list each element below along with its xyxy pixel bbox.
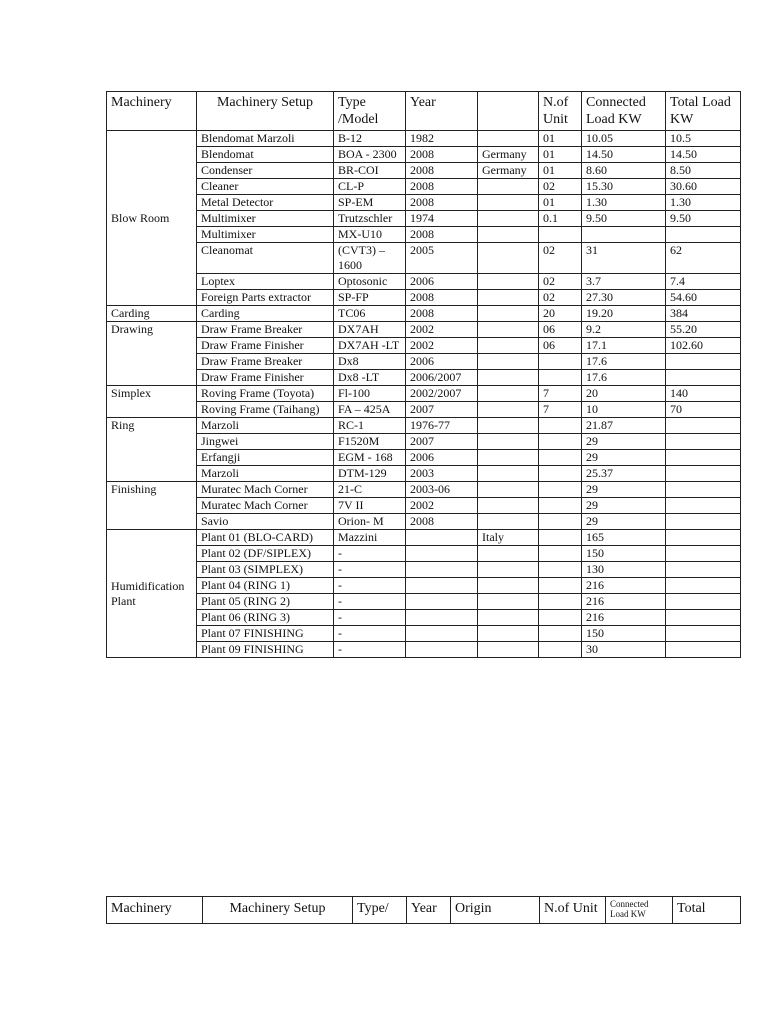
cell-year <box>406 546 478 562</box>
cell-origin: Italy <box>478 530 539 546</box>
cell-units <box>539 578 582 594</box>
cell-total <box>666 418 741 434</box>
cell-origin <box>478 434 539 450</box>
cell-year: 2008 <box>406 227 478 243</box>
cell-origin <box>478 195 539 211</box>
cell-year: 1976-77 <box>406 418 478 434</box>
cell-connected: 14.50 <box>582 147 666 163</box>
cell-total <box>666 594 741 610</box>
cell-total: 55.20 <box>666 322 741 338</box>
cell-total <box>666 370 741 386</box>
cell-setup: Condenser <box>197 163 334 179</box>
cell-setup: Draw Frame Breaker <box>197 322 334 338</box>
cell-units <box>539 227 582 243</box>
machinery-table-continued <box>106 896 741 924</box>
cell-units <box>539 562 582 578</box>
cell-setup: Multimixer <box>197 227 334 243</box>
cell-connected: 25.37 <box>582 466 666 482</box>
cell-connected: 130 <box>582 562 666 578</box>
table-row <box>107 274 741 290</box>
header-cell: Type /Model <box>334 92 406 131</box>
header-cell: Origin <box>451 897 540 924</box>
cell-origin <box>478 498 539 514</box>
table-row <box>107 578 741 594</box>
header-cell: Year <box>406 92 478 131</box>
cell-model: Dx8 -LT <box>334 370 406 386</box>
table-row <box>107 530 741 546</box>
header-cell: Total Load KW <box>666 92 741 131</box>
cell-connected: 29 <box>582 514 666 530</box>
cell-year: 2008 <box>406 290 478 306</box>
cell-origin <box>478 514 539 530</box>
cell-origin <box>478 211 539 227</box>
table-row <box>107 466 741 482</box>
cell-model: FA – 425A <box>334 402 406 418</box>
cell-connected: 1.30 <box>582 195 666 211</box>
cell-units <box>539 482 582 498</box>
cell-year: 2008 <box>406 147 478 163</box>
table-row <box>107 434 741 450</box>
cell-model: BR-COI <box>334 163 406 179</box>
table-row <box>107 594 741 610</box>
cell-connected: 216 <box>582 594 666 610</box>
cell-units: 7 <box>539 402 582 418</box>
cell-year: 2006 <box>406 274 478 290</box>
cell-total <box>666 466 741 482</box>
cell-units <box>539 354 582 370</box>
table-header-row <box>107 92 741 131</box>
cell-setup: Muratec Mach Corner <box>197 482 334 498</box>
cell-connected: 20 <box>582 386 666 402</box>
cell-connected: 150 <box>582 546 666 562</box>
cell-connected: 29 <box>582 450 666 466</box>
cell-setup: Plant 02 (DF/SIPLEX) <box>197 546 334 562</box>
cell-setup: Marzoli <box>197 466 334 482</box>
cell-model: BOA - 2300 <box>334 147 406 163</box>
cell-total <box>666 434 741 450</box>
cell-connected: 9.50 <box>582 211 666 227</box>
cell-units: 06 <box>539 322 582 338</box>
cell-model: SP-EM <box>334 195 406 211</box>
cell-units <box>539 434 582 450</box>
cell-year: 2008 <box>406 195 478 211</box>
cell-setup: Roving Frame (Taihang) <box>197 402 334 418</box>
cell-setup: Loptex <box>197 274 334 290</box>
machinery-group-cell: Carding <box>107 306 197 322</box>
cell-origin <box>478 402 539 418</box>
cell-model: Dx8 <box>334 354 406 370</box>
table-row <box>107 482 741 498</box>
cell-connected: 17.6 <box>582 354 666 370</box>
cell-total <box>666 514 741 530</box>
cell-total <box>666 498 741 514</box>
cell-model: Orion- M <box>334 514 406 530</box>
cell-origin <box>478 450 539 466</box>
cell-setup: Plant 07 FINISHING <box>197 626 334 642</box>
cell-origin <box>478 370 539 386</box>
cell-units <box>539 514 582 530</box>
cell-units <box>539 418 582 434</box>
cell-year: 2008 <box>406 306 478 322</box>
cell-origin <box>478 274 539 290</box>
header-cell: N.of Unit <box>539 92 582 131</box>
machinery-table-body <box>107 92 741 658</box>
cell-origin <box>478 243 539 274</box>
table-row <box>107 626 741 642</box>
cell-connected: 19.20 <box>582 306 666 322</box>
cell-connected: 29 <box>582 434 666 450</box>
cell-units: 20 <box>539 306 582 322</box>
cell-year: 2002 <box>406 322 478 338</box>
header-cell: Connected Load KW <box>606 897 673 924</box>
table-row <box>107 610 741 626</box>
cell-year <box>406 626 478 642</box>
cell-model: - <box>334 578 406 594</box>
table-row <box>107 322 741 338</box>
cell-setup: Blendomat <box>197 147 334 163</box>
cell-year: 2006/2007 <box>406 370 478 386</box>
cell-total: 102.60 <box>666 338 741 354</box>
cell-total <box>666 227 741 243</box>
cell-total <box>666 482 741 498</box>
cell-connected: 15.30 <box>582 179 666 195</box>
cell-setup: Jingwei <box>197 434 334 450</box>
cell-setup: Blendomat Marzoli <box>197 131 334 147</box>
cell-year <box>406 610 478 626</box>
table-row <box>107 546 741 562</box>
cell-year: 2008 <box>406 179 478 195</box>
machinery-group-cell: Blow Room <box>107 131 197 306</box>
cell-units: 01 <box>539 147 582 163</box>
cell-connected: 9.2 <box>582 322 666 338</box>
cell-setup: Plant 04 (RING 1) <box>197 578 334 594</box>
cell-setup: Cleanomat <box>197 243 334 274</box>
cell-units: 02 <box>539 179 582 195</box>
table-row <box>107 370 741 386</box>
cell-total <box>666 642 741 658</box>
cell-connected: 3.7 <box>582 274 666 290</box>
table-row <box>107 354 741 370</box>
cell-units <box>539 594 582 610</box>
cell-units <box>539 466 582 482</box>
cell-year: 2008 <box>406 514 478 530</box>
cell-origin <box>478 290 539 306</box>
cell-connected: 29 <box>582 498 666 514</box>
cell-units <box>539 498 582 514</box>
table-row <box>107 243 741 274</box>
cell-units <box>539 626 582 642</box>
cell-model: DX7AH <box>334 322 406 338</box>
cell-origin <box>478 354 539 370</box>
cell-model: F1520M <box>334 434 406 450</box>
cell-connected: 8.60 <box>582 163 666 179</box>
header-cell: Connected Load KW <box>582 92 666 131</box>
table-row <box>107 514 741 530</box>
cell-year: 2007 <box>406 434 478 450</box>
cell-year: 2007 <box>406 402 478 418</box>
cell-origin <box>478 546 539 562</box>
cell-setup: Plant 03 (SIMPLEX) <box>197 562 334 578</box>
cell-model: - <box>334 594 406 610</box>
cell-total <box>666 546 741 562</box>
cell-origin <box>478 482 539 498</box>
cell-connected: 31 <box>582 243 666 274</box>
header-cell: Machinery <box>107 897 203 924</box>
cell-model: CL-P <box>334 179 406 195</box>
cell-connected: 17.6 <box>582 370 666 386</box>
cell-total: 8.50 <box>666 163 741 179</box>
cell-model: - <box>334 562 406 578</box>
cell-connected: 21.87 <box>582 418 666 434</box>
cell-total: 140 <box>666 386 741 402</box>
machinery-group-cell: Ring <box>107 418 197 482</box>
cell-model: Fl-100 <box>334 386 406 402</box>
cell-connected: 10 <box>582 402 666 418</box>
cell-year <box>406 642 478 658</box>
cell-setup: Muratec Mach Corner <box>197 498 334 514</box>
header-cell: N.of Unit <box>540 897 606 924</box>
cell-total <box>666 562 741 578</box>
machinery-group-cell: Humidification Plant <box>107 530 197 658</box>
cell-setup: Plant 09 FINISHING <box>197 642 334 658</box>
cell-year: 2008 <box>406 163 478 179</box>
table-row <box>107 642 741 658</box>
cell-year: 2005 <box>406 243 478 274</box>
cell-year: 1974 <box>406 211 478 227</box>
header-cell: Total <box>673 897 741 924</box>
cell-units: 7 <box>539 386 582 402</box>
cell-units <box>539 450 582 466</box>
cell-setup: Plant 06 (RING 3) <box>197 610 334 626</box>
cell-year: 2006 <box>406 450 478 466</box>
cell-total <box>666 450 741 466</box>
table-row <box>107 562 741 578</box>
cell-setup: Marzoli <box>197 418 334 434</box>
cell-units <box>539 610 582 626</box>
header-cell: Machinery Setup <box>203 897 353 924</box>
cell-model: B-12 <box>334 131 406 147</box>
cell-total: 7.4 <box>666 274 741 290</box>
header-cell: Machinery <box>107 92 197 131</box>
cell-setup: Draw Frame Breaker <box>197 354 334 370</box>
cell-units: 06 <box>539 338 582 354</box>
cell-origin <box>478 642 539 658</box>
table-row <box>107 290 741 306</box>
cell-model: Trutzschler <box>334 211 406 227</box>
cell-year <box>406 530 478 546</box>
cell-year: 2002/2007 <box>406 386 478 402</box>
cell-units <box>539 546 582 562</box>
cell-model: 21-C <box>334 482 406 498</box>
cell-units <box>539 530 582 546</box>
cell-units: 0.1 <box>539 211 582 227</box>
cell-total: 70 <box>666 402 741 418</box>
header-cell: Year <box>407 897 451 924</box>
cell-connected: 30 <box>582 642 666 658</box>
cell-origin <box>478 418 539 434</box>
cell-setup: Plant 05 (RING 2) <box>197 594 334 610</box>
cell-model: - <box>334 546 406 562</box>
table-row <box>107 131 741 147</box>
table-row <box>107 163 741 179</box>
cell-model: (CVT3) – 1600 <box>334 243 406 274</box>
cell-origin: Germany <box>478 147 539 163</box>
cell-origin <box>478 594 539 610</box>
cell-setup: Draw Frame Finisher <box>197 370 334 386</box>
cell-units: 01 <box>539 131 582 147</box>
cell-model: Mazzini <box>334 530 406 546</box>
cell-year <box>406 594 478 610</box>
cell-setup: Savio <box>197 514 334 530</box>
cell-units: 02 <box>539 274 582 290</box>
cell-origin <box>478 131 539 147</box>
cell-setup: Roving Frame (Toyota) <box>197 386 334 402</box>
cell-model: 7V II <box>334 498 406 514</box>
cell-model: - <box>334 642 406 658</box>
cell-origin <box>478 179 539 195</box>
cell-total: 62 <box>666 243 741 274</box>
cell-model: - <box>334 626 406 642</box>
table-row <box>107 450 741 466</box>
cell-connected: 27.30 <box>582 290 666 306</box>
cell-origin <box>478 227 539 243</box>
cell-setup: Plant 01 (BLO-CARD) <box>197 530 334 546</box>
cell-year: 2003 <box>406 466 478 482</box>
cell-total: 9.50 <box>666 211 741 227</box>
cell-setup: Draw Frame Finisher <box>197 338 334 354</box>
table-header-row <box>107 897 741 924</box>
cell-connected: 29 <box>582 482 666 498</box>
table-row <box>107 227 741 243</box>
cell-model: EGM - 168 <box>334 450 406 466</box>
cell-total <box>666 354 741 370</box>
cell-total <box>666 626 741 642</box>
header-cell: Type/ <box>353 897 407 924</box>
cell-model: RC-1 <box>334 418 406 434</box>
cell-units <box>539 370 582 386</box>
cell-year: 2002 <box>406 338 478 354</box>
cell-connected: 216 <box>582 578 666 594</box>
machinery-group-cell: Finishing <box>107 482 197 530</box>
cell-units <box>539 642 582 658</box>
cell-model: MX-U10 <box>334 227 406 243</box>
cell-setup: Foreign Parts extractor <box>197 290 334 306</box>
cell-model: DX7AH -LT <box>334 338 406 354</box>
table-row <box>107 498 741 514</box>
cell-year <box>406 562 478 578</box>
cell-total: 10.5 <box>666 131 741 147</box>
cell-units: 01 <box>539 163 582 179</box>
table-row <box>107 195 741 211</box>
machinery-group-cell: Drawing <box>107 322 197 386</box>
table-row <box>107 147 741 163</box>
table-row <box>107 179 741 195</box>
cell-origin <box>478 306 539 322</box>
cell-units: 02 <box>539 243 582 274</box>
cell-origin: Germany <box>478 163 539 179</box>
cell-units: 01 <box>539 195 582 211</box>
header-cell <box>478 92 539 131</box>
cell-total <box>666 530 741 546</box>
cell-total: 30.60 <box>666 179 741 195</box>
cell-setup: Cleaner <box>197 179 334 195</box>
table-row <box>107 211 741 227</box>
cell-total: 14.50 <box>666 147 741 163</box>
cell-connected: 10.05 <box>582 131 666 147</box>
cell-units: 02 <box>539 290 582 306</box>
cell-model: SP-FP <box>334 290 406 306</box>
cell-origin <box>478 578 539 594</box>
cell-model: DTM-129 <box>334 466 406 482</box>
cell-total: 384 <box>666 306 741 322</box>
cell-setup: Multimixer <box>197 211 334 227</box>
cell-setup: Metal Detector <box>197 195 334 211</box>
machinery-load-table <box>106 91 741 658</box>
cell-origin <box>478 626 539 642</box>
header-cell: Machinery Setup <box>197 92 334 131</box>
table-row <box>107 306 741 322</box>
cell-connected: 17.1 <box>582 338 666 354</box>
cell-model: - <box>334 610 406 626</box>
table-row <box>107 402 741 418</box>
cell-total <box>666 610 741 626</box>
cell-setup: Carding <box>197 306 334 322</box>
cell-year: 2006 <box>406 354 478 370</box>
cell-year: 1982 <box>406 131 478 147</box>
cell-total <box>666 578 741 594</box>
cell-connected: 216 <box>582 610 666 626</box>
cell-setup: Erfangji <box>197 450 334 466</box>
cell-origin <box>478 322 539 338</box>
cell-origin <box>478 466 539 482</box>
cell-year: 2003-06 <box>406 482 478 498</box>
machinery-group-cell: Simplex <box>107 386 197 418</box>
cell-total: 54.60 <box>666 290 741 306</box>
table-row <box>107 338 741 354</box>
table-row <box>107 418 741 434</box>
cell-year <box>406 578 478 594</box>
cell-connected: 150 <box>582 626 666 642</box>
cell-model: TC06 <box>334 306 406 322</box>
cell-connected <box>582 227 666 243</box>
table-row <box>107 386 741 402</box>
cell-origin <box>478 562 539 578</box>
cell-origin <box>478 610 539 626</box>
cell-year: 2002 <box>406 498 478 514</box>
cell-total: 1.30 <box>666 195 741 211</box>
cell-connected: 165 <box>582 530 666 546</box>
cell-model: Optosonic <box>334 274 406 290</box>
cell-origin <box>478 338 539 354</box>
cell-origin <box>478 386 539 402</box>
